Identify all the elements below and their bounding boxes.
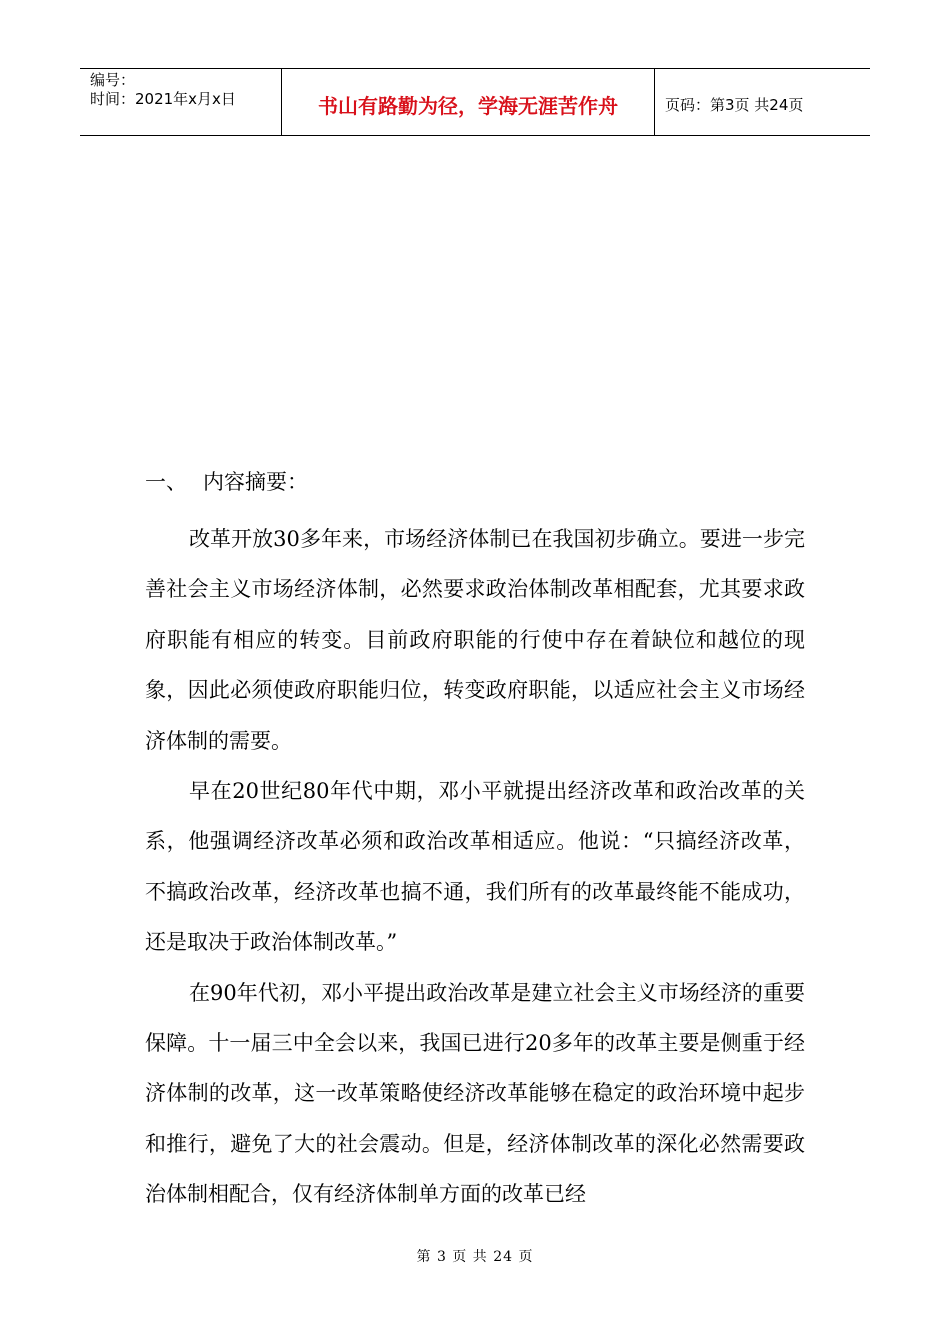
paragraph: 早在20世纪80年代中期，邓小平就提出经济改革和政治改革的关系，他强调经济改革必须和政治改革相适应。他说：“只搞经济改革，不搞政治改革，经济改革也搞不通，我们所有的改革最终能不能成功，还是取决于政治体制改革。” [145, 779, 805, 955]
page-info: 页码：第3页 共24页 [665, 95, 804, 114]
document-header [80, 68, 870, 136]
paragraph: 改革开放30多年来，市场经济体制已在我国初步确立。要进一步完善社会主义市场经济体制，必然要求政治体制改革相配套，尤其要求政府职能有相应的转变。目前政府职能的行使中存在着缺位和越位的现象，因此必须使政府职能归位，转变政府职能，以适应社会主义市场经济体制的需要。 [145, 527, 805, 753]
header-page-cell [655, 69, 870, 135]
section-title: 内容摘要： [203, 470, 308, 494]
number-label: 编号： [90, 71, 136, 89]
page-footer [0, 1246, 950, 1266]
section-number: 一、 [145, 470, 187, 494]
paragraph: 在90年代初，邓小平提出政治改革是建立社会主义市场经济的重要保障。十一届三中全会以来，我国已进行20多年的改革主要是侧重于经济体制的改革，这一改革策略使经济改革能够在稳定的政治环境中起步和推行，避免了大的社会震动。但是，经济体制改革的深化必然需要政治体制相配合，仅有经济体制单方面的改革已经 [145, 980, 805, 1207]
header-motto-cell [282, 69, 655, 135]
motto-text: 书山有路勤为径，学海无涯苦作舟 [318, 93, 618, 118]
footer-page-number: 第 3 页 共 24 页 [416, 1249, 534, 1265]
section-heading [145, 462, 805, 514]
document-body [145, 462, 805, 1220]
header-meta-cell [80, 69, 282, 135]
date-label: 时间：2021年x月x日 [90, 90, 236, 108]
